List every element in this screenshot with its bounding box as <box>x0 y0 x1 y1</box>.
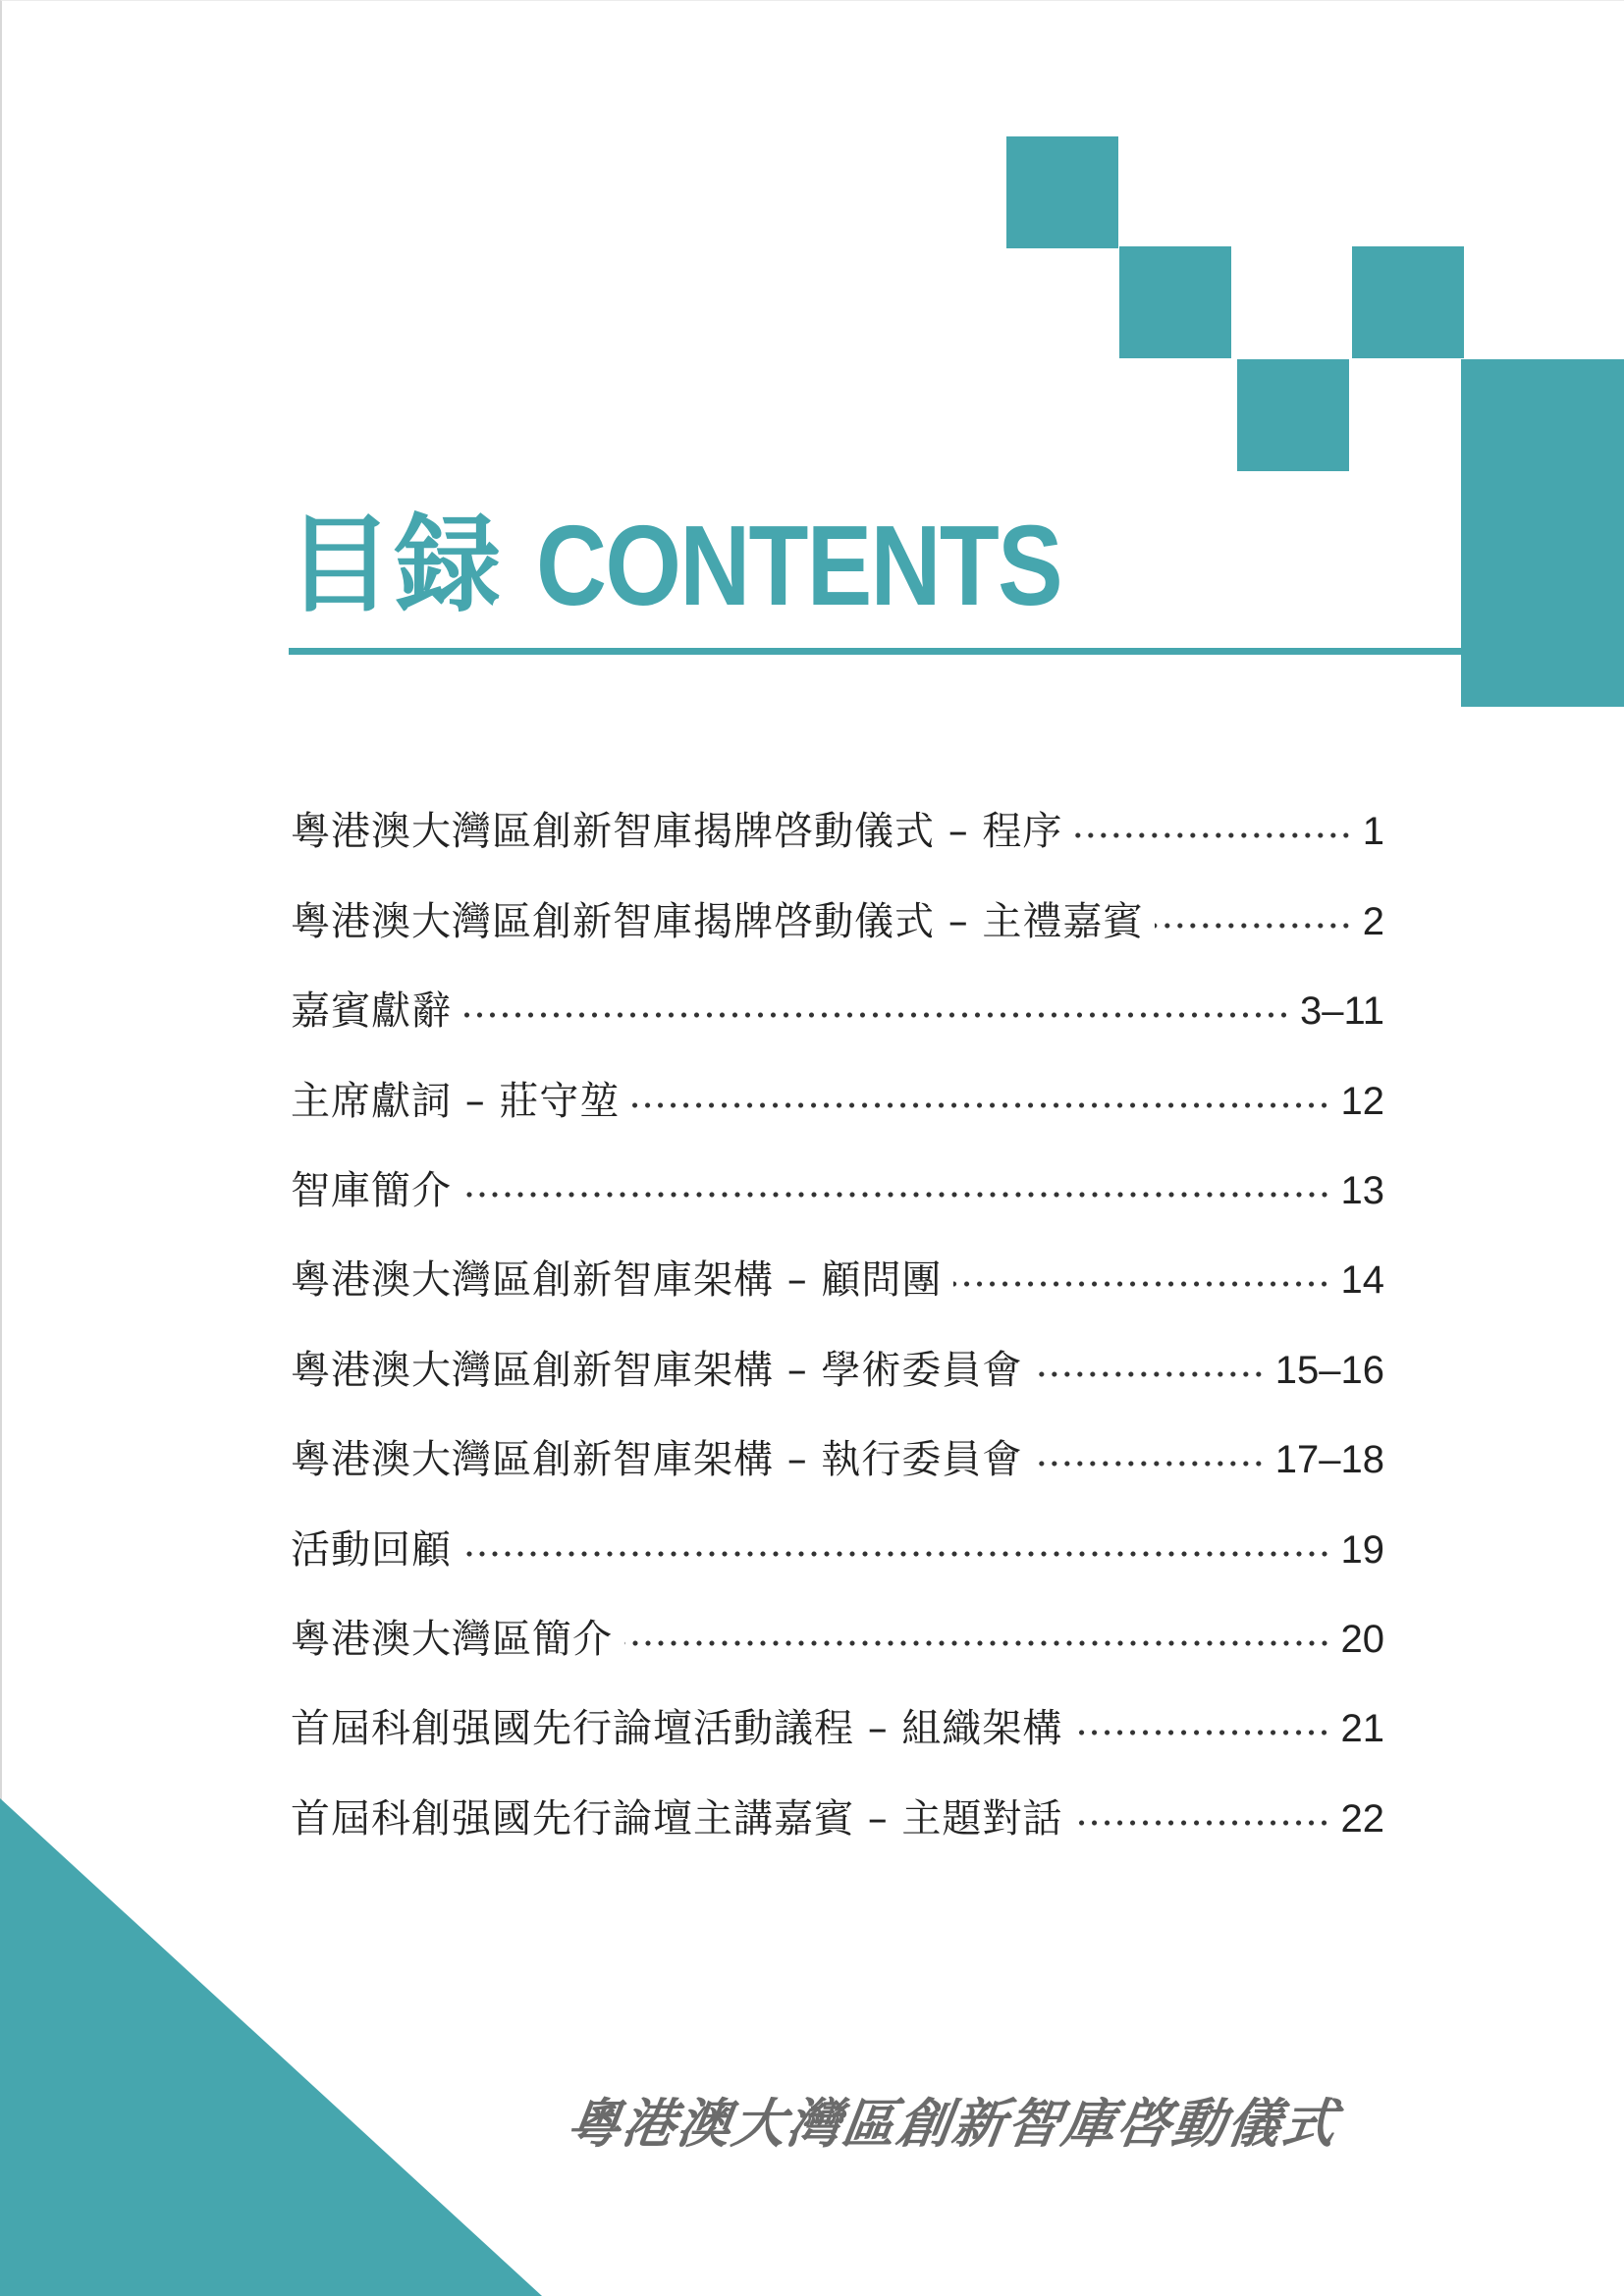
toc-entry[interactable] <box>291 1214 1384 1304</box>
toc-dot-leader <box>631 1099 1330 1111</box>
toc-entry-title: 首屆科創强國先行論壇主講嘉賓 – 主題對話 <box>291 1795 1063 1842</box>
toc-page-number: 22 <box>1340 1796 1384 1841</box>
toc-entry[interactable] <box>291 1752 1384 1842</box>
toc-page-number: 3–11 <box>1299 989 1384 1034</box>
decor-square <box>1352 246 1464 358</box>
toc-page-number: 12 <box>1340 1079 1384 1123</box>
toc-dot-leader <box>463 1189 1331 1201</box>
toc-dot-leader <box>624 1637 1331 1649</box>
toc-page-number: 1 <box>1362 810 1384 854</box>
toc-dot-leader <box>1155 920 1352 932</box>
toc-entry[interactable] <box>291 1035 1384 1124</box>
toc-dot-leader <box>1074 1817 1330 1829</box>
toc-entry-title: 粵港澳大灣區創新智庫架構 – 執行委員會 <box>291 1437 1023 1483</box>
toc-entry-title: 首屆科創强國先行論壇活動議程 – 組織架構 <box>291 1706 1063 1752</box>
toc-entry[interactable] <box>291 1663 1384 1752</box>
toc-entry-title: 主席獻詞 – 莊守堃 <box>291 1078 621 1124</box>
toc-entry-title: 嘉賓獻辭 <box>291 988 452 1035</box>
toc-entry-title: 粵港澳大灣區創新智庫架構 – 學術委員會 <box>291 1347 1023 1393</box>
toc-page-number: 2 <box>1362 899 1384 943</box>
toc-entry-title: 粵港澳大灣區創新智庫揭牌啓動儀式 – 程序 <box>291 809 1063 855</box>
footer-title: 粵港澳大灣區創新智庫啓動儀式 <box>563 2093 1342 2155</box>
toc-dot-leader <box>463 1548 1331 1560</box>
toc-page-number: 21 <box>1340 1707 1384 1751</box>
toc-dot-leader <box>1034 1458 1265 1469</box>
toc-dot-leader <box>1074 829 1352 841</box>
table-of-contents <box>291 766 1384 1842</box>
toc-page-number: 19 <box>1340 1527 1384 1572</box>
page-title-cjk: 目録 <box>287 503 504 627</box>
toc-dot-leader <box>1074 1727 1330 1738</box>
toc-dot-leader <box>1034 1368 1265 1380</box>
toc-page-number: 13 <box>1340 1168 1384 1212</box>
page-title-en: CONTENTS <box>536 501 1061 629</box>
toc-dot-leader <box>463 1009 1290 1021</box>
decor-triangle <box>0 1798 542 2296</box>
decor-square <box>1119 246 1231 358</box>
toc-entry-title: 粵港澳大灣區創新智庫架構 – 顧問團 <box>291 1257 943 1304</box>
page-title <box>287 501 1147 628</box>
toc-entry[interactable] <box>291 1483 1384 1573</box>
toc-entry[interactable] <box>291 1574 1384 1663</box>
toc-page-number: 20 <box>1340 1617 1384 1661</box>
toc-entry[interactable] <box>291 1304 1384 1393</box>
decor-bar <box>1461 359 1624 707</box>
toc-page-number: 14 <box>1340 1258 1384 1303</box>
toc-entry[interactable] <box>291 1125 1384 1214</box>
toc-entry[interactable] <box>291 855 1384 944</box>
toc-entry-title: 粵港澳大灣區簡介 <box>291 1616 613 1662</box>
title-underline <box>289 648 1461 655</box>
toc-entry[interactable] <box>291 945 1384 1035</box>
toc-entry[interactable] <box>291 1394 1384 1483</box>
toc-entry-title: 活動回顧 <box>291 1526 452 1573</box>
toc-entry-title: 粵港澳大灣區創新智庫揭牌啓動儀式 – 主禮嘉賓 <box>291 898 1144 944</box>
toc-dot-leader <box>953 1278 1330 1290</box>
toc-entry-title: 智庫簡介 <box>291 1167 452 1213</box>
decor-square <box>1237 359 1349 471</box>
decor-square <box>1006 136 1118 248</box>
toc-page-number: 15–16 <box>1274 1348 1384 1392</box>
toc-page-number: 17–18 <box>1274 1438 1384 1482</box>
toc-entry[interactable] <box>291 766 1384 855</box>
